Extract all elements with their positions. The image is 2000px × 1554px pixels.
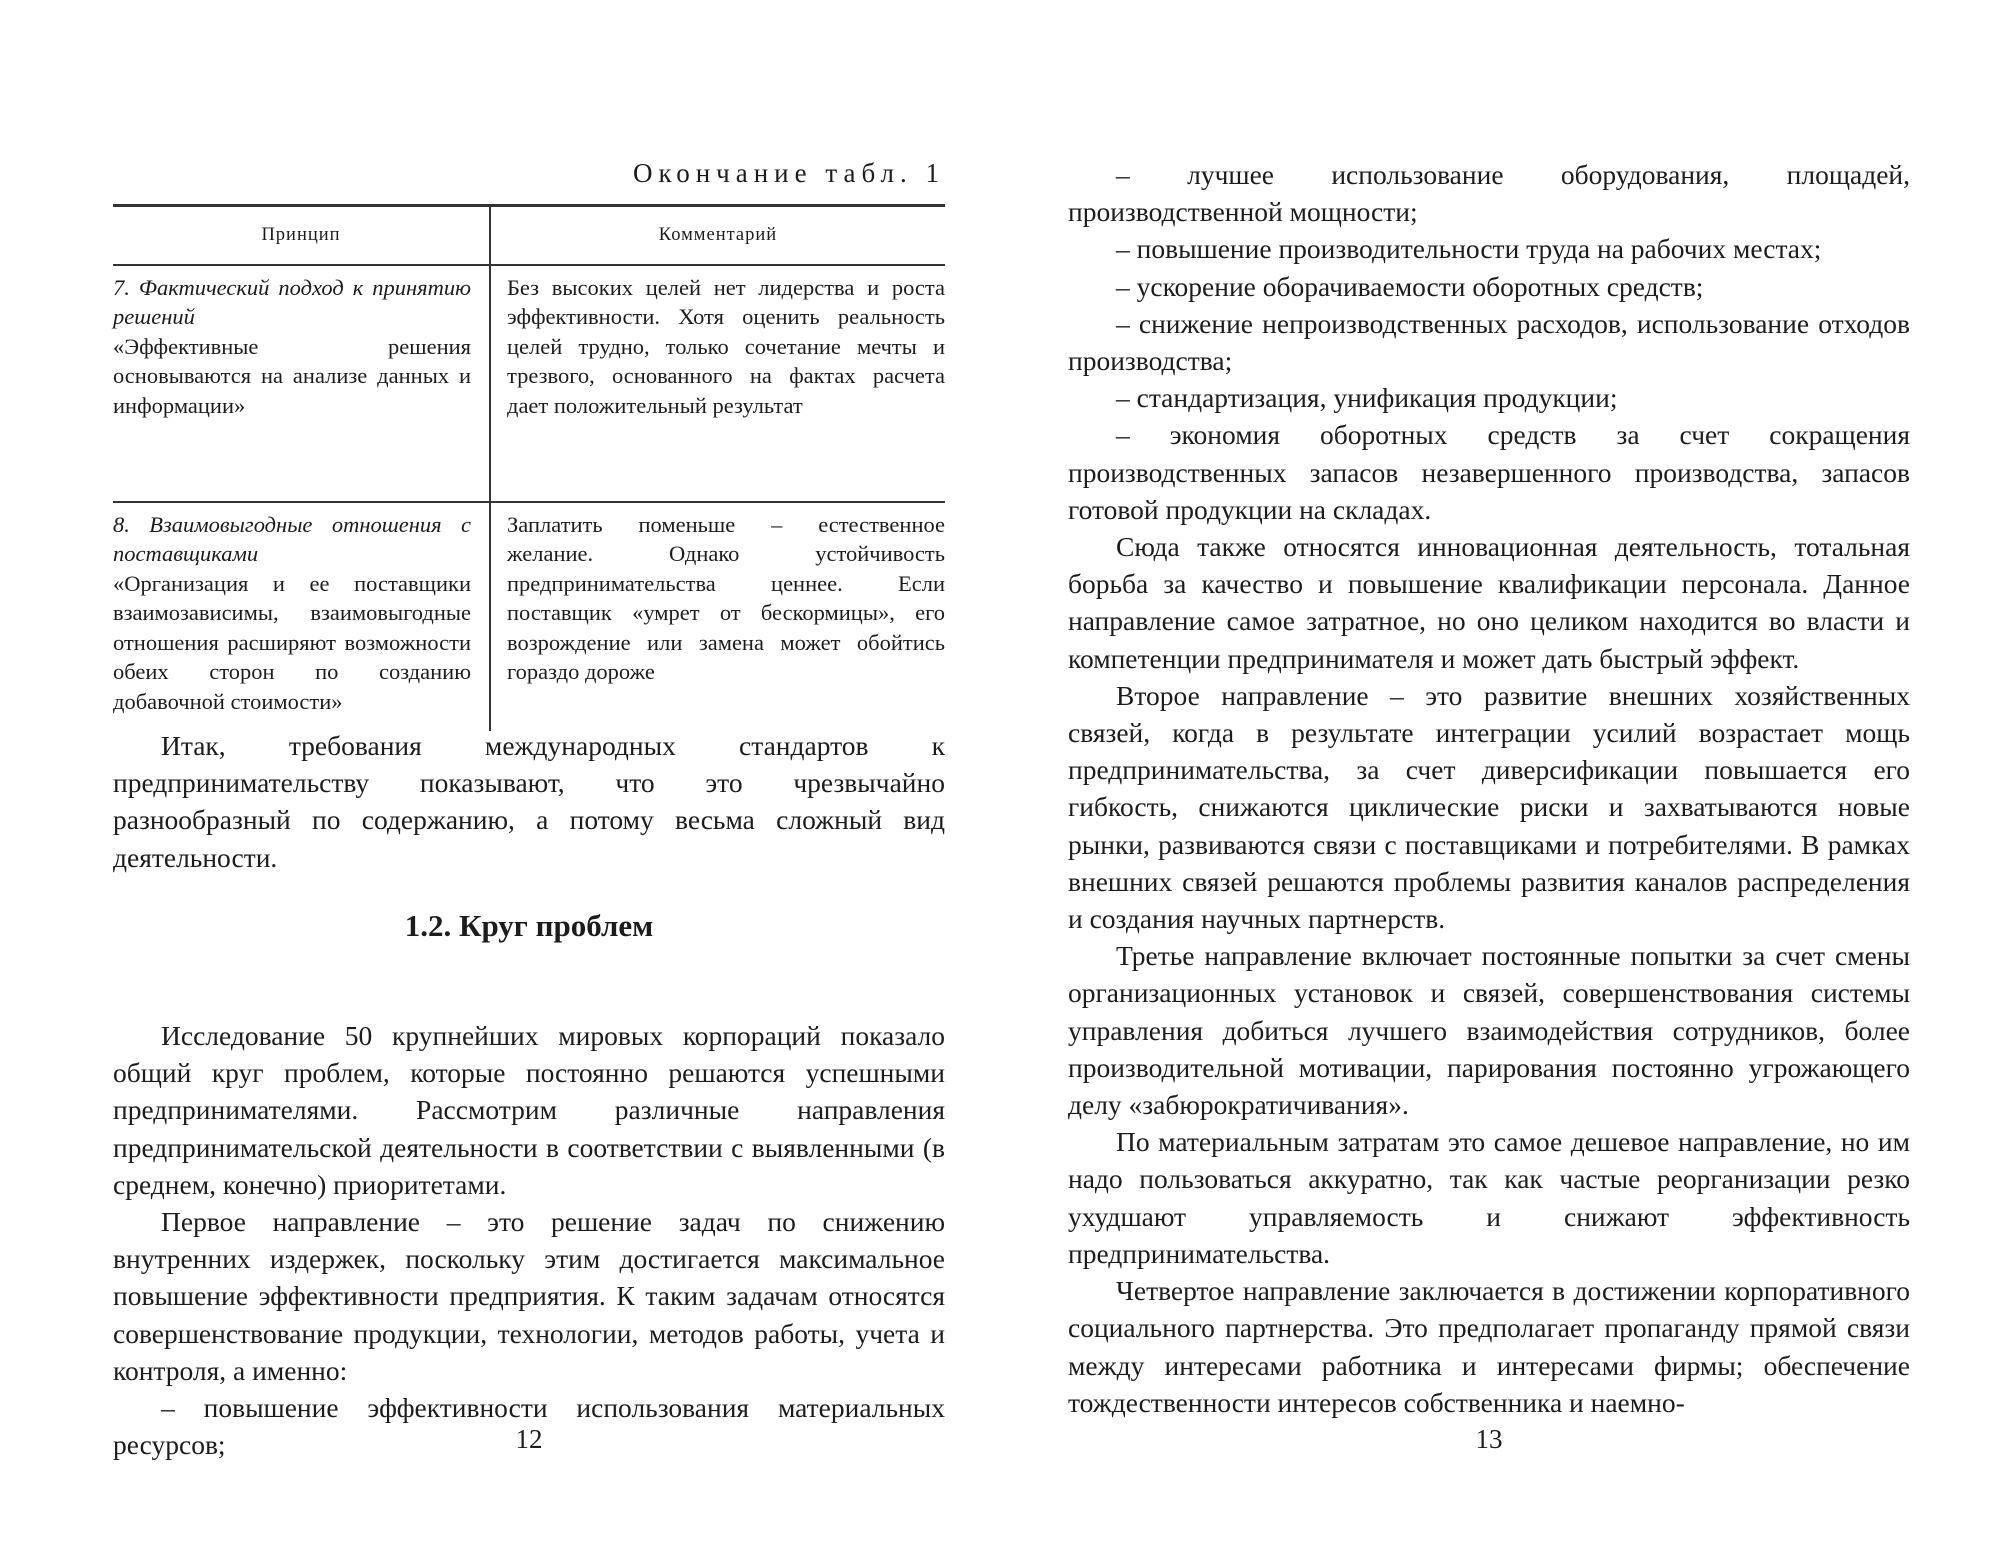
page-number: 12 bbox=[515, 1424, 543, 1454]
list-item: – повышение производительности труда на рабочих местах; bbox=[1116, 233, 1822, 265]
table-header-comment: Комментарий bbox=[658, 225, 778, 245]
principle-quote: «Организация и ее поставщики взаимозависимы, взаимовыгодные отношения расширяют возможности обеих сторон по созданию добавочной стоимости» bbox=[113, 570, 471, 714]
list-item: – снижение непроизводственных расходов, использование отходов производства; bbox=[1068, 307, 1910, 377]
list-item: – экономия оборотных средств за счет сокращения производственных запасов незавершенного производства, запасов готовой продукции на складах. bbox=[1068, 419, 1910, 525]
list-item: – повышение эффективности использования материальных ресурсов; bbox=[113, 1392, 945, 1461]
principle-title: 7. Фактический подход к принятию решений bbox=[113, 274, 471, 329]
table-caption: Окончание табл. 1 bbox=[632, 158, 945, 188]
paragraph: Сюда также относятся инновационная деятельность, тотальная борьба за качество и повышение квалификации персонала. Данное направление самое затратное, но оно целиком находится во власти и компетенции предпринимателя и может дать быстрый эффект. bbox=[1068, 531, 1910, 674]
page-number: 13 bbox=[1475, 1424, 1503, 1454]
principle-quote: «Эффективные решения основываются на анализе данных и информации» bbox=[113, 333, 471, 418]
paragraph: По материальным затратам это самое дешевое направление, но им надо пользоваться аккуратно, так как частые реорганизации резко ухудшают управляемость и снижают эффективность предпринимательства. bbox=[1068, 1126, 1910, 1269]
list-item: – лучшее использование оборудования, площадей, производственной мощности; bbox=[1068, 159, 1910, 228]
list-item: – ускорение оборачиваемости оборотных средств; bbox=[1116, 270, 1704, 302]
table-header-principle: Принцип bbox=[113, 207, 491, 264]
table-cell-principle bbox=[113, 266, 491, 501]
paragraph: Итак, требования международных стандартов к предпринимательству показывают, что это чрезвычайно разнообразный по содержанию, а потому весьма сложный вид деятельности. bbox=[113, 730, 945, 873]
table-header-row bbox=[113, 207, 945, 266]
paragraph: Четвертое направление заключается в достижении корпоративного социального партнерства. Это предполагает пропаганду прямой связи между интересами работника и интересами фирмы; обеспечение тождественности интересов собственника и наемно- bbox=[1068, 1275, 1910, 1418]
paragraph: Третье направление включает постоянные попытки за счет смены организационных установок и связей, совершенствования системы управления добиться лучшего взаимодействия сотрудников, более производительной мотивации, парирования постоянно угрожающего делу «забюрократичивания». bbox=[1068, 940, 1910, 1121]
paragraph: Первое направление – это решение задач по снижению внутренних издержек, поскольку этим достигается максимальное повышение эффективности предприятия. К таким задачам относятся совершенствование продукции, технологии, методов работы, учета и контроля, а именно: bbox=[113, 1206, 945, 1386]
principle-title: 8. Взаимовыгодные отношения с поставщиками bbox=[113, 511, 471, 566]
list-item: – стандартизация, унификация продукции; bbox=[1116, 382, 1618, 414]
table-cell-comment: Без высоких целей нет лидерства и роста эффективности. Хотя оценить реальность целей трудно, только сочетание мечты и трезвого, основанного на фактах расчета дает положительный результат bbox=[507, 274, 945, 418]
principles-table bbox=[113, 204, 945, 731]
paragraph: Исследование 50 крупнейших мировых корпораций показало общий круг проблем, которые постоянно решаются успешными предпринимателями. Рассмотрим различные направления предпринимательской деятельности в соответствии с выявленными (в среднем, конечно) приоритетами. bbox=[113, 1020, 945, 1200]
body-text-left bbox=[113, 1017, 945, 1463]
body-text-right bbox=[1068, 156, 1910, 1421]
summary-text bbox=[113, 727, 945, 876]
section-heading: 1.2. Круг проблем bbox=[404, 908, 654, 943]
table-row bbox=[113, 503, 945, 731]
table-cell-principle bbox=[113, 503, 491, 731]
paragraph: Второе направление – это развитие внешних хозяйственных связей, когда в результате интеграции усилий возрастает мощь предпринимательства, за счет диверсификации повышается его гибкость, снижаются циклические риски и захватываются новые рынки, развиваются связи с поставщиками и потребителями. В рамках внешних связей решаются проблемы развития каналов распределения и создания научных партнерств. bbox=[1068, 679, 1910, 935]
table-cell-comment: Заплатить поменьше – естественное желание. Однако устойчивость предпринимательства ценнее. Если поставщик «умрет от бескормицы», его возрождение или замена может обойтись гораздо дороже bbox=[507, 511, 945, 684]
table-row bbox=[113, 266, 945, 503]
